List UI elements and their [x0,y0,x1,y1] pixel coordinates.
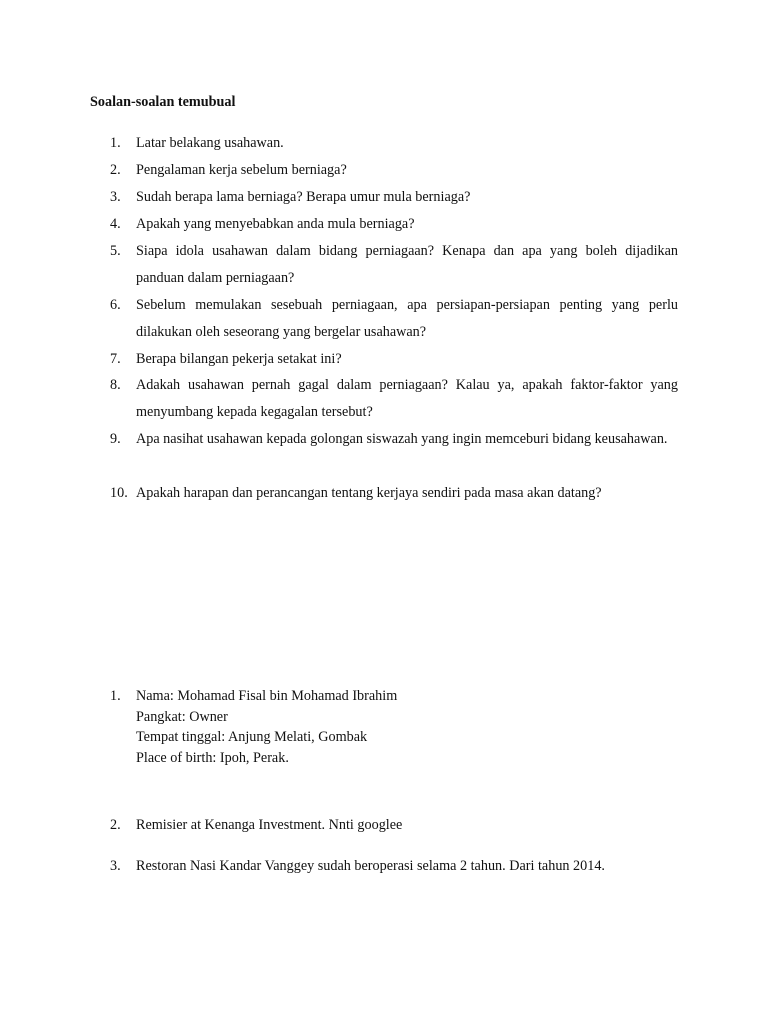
question-text: Pengalaman kerja sebelum berniaga? [136,162,347,178]
question-number: 6. [110,297,121,313]
question-item-1 [110,130,678,157]
answer-number: 1. [110,688,121,704]
question-text: Latar belakang usahawan. [136,135,284,151]
question-item-2 [110,157,678,184]
question-number: 8. [110,377,121,393]
question-item-7 [110,346,678,373]
answer-line: Pangkat: Owner [136,708,228,725]
question-item-9 [110,426,678,453]
question-number: 5. [110,243,121,259]
question-number: 4. [110,216,121,232]
answer-line: Nama: Mohamad Fisal bin Mohamad Ibrahim [136,688,398,704]
answer-line: Place of birth: Ipoh, Perak. [136,749,289,766]
answer-item-2 [110,815,710,836]
question-number: 2. [110,162,121,178]
question-item-5 [110,238,678,292]
answer-line: Remisier at Kenanga Investment. Nnti googlee [136,817,403,833]
answer-item-1 [110,686,710,768]
answer-number: 3. [110,858,121,874]
answer-number: 2. [110,817,121,833]
question-text: Apa nasihat usahawan kepada golongan siswazah yang ingin memceburi bidang keusahawan. [136,431,668,447]
answer-line: Restoran Nasi Kandar Vanggey sudah beroperasi selama 2 tahun. Dari tahun 2014. [136,858,605,874]
question-text: Sudah berapa lama berniaga? Berapa umur mula berniaga? [136,189,471,205]
question-item-10 [110,480,678,507]
page-title: Soalan-soalan temubual [90,94,236,110]
question-number: 3. [110,189,121,205]
question-text: Siapa idola usahawan dalam bidang perniagaan? Kenapa dan apa yang boleh dijadikan panduan dalam perniagaan? [136,243,678,286]
question-item-6 [110,292,678,346]
answer-line: Tempat tinggal: Anjung Melati, Gombak [136,729,368,745]
question-number: 7. [110,351,121,367]
question-text: Sebelum memulakan sesebuah perniagaan, apa persiapan-persiapan penting yang perlu dilakukan oleh seseorang yang bergelar usahawan? [136,297,678,340]
question-number: 10. [110,485,128,501]
question-text: Berapa bilangan pekerja setakat ini? [136,351,342,367]
answer-item-3 [110,856,710,877]
question-text: Adakah usahawan pernah gagal dalam perniagaan? Kalau ya, apakah faktor-faktor yang menyumbang kepada kegagalan tersebut? [136,377,678,420]
question-text: Apakah harapan dan perancangan tentang kerjaya sendiri pada masa akan datang? [136,485,602,501]
question-item-4 [110,211,678,238]
question-item-3 [110,184,678,211]
question-number: 1. [110,135,121,151]
question-number: 9. [110,431,121,447]
question-item-8 [110,372,678,426]
question-text: Apakah yang menyebabkan anda mula berniaga? [136,216,415,232]
